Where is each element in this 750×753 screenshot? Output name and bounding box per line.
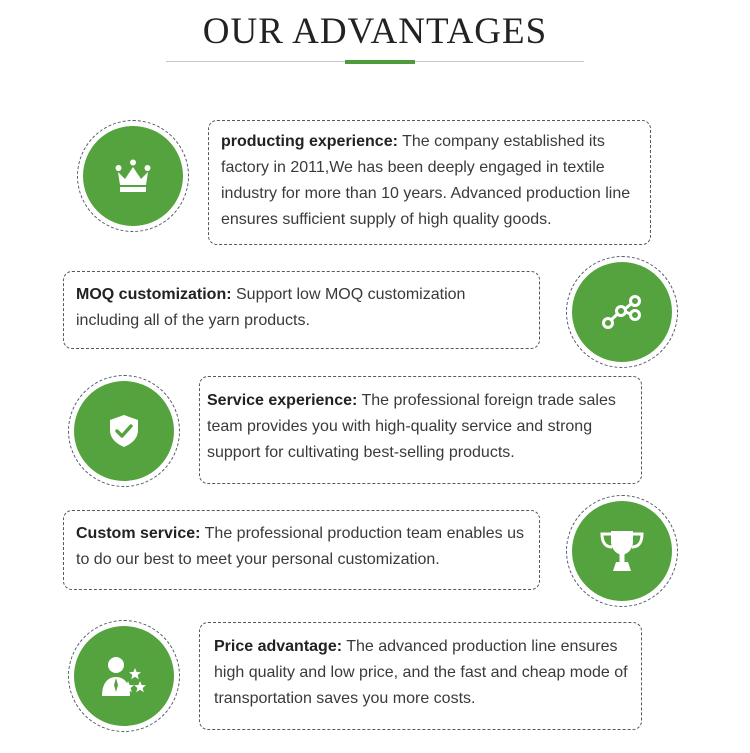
advantage-1-text: The company established its factory in 2011,We has been deeply engaged in textile industry for more than 10 years. Advanced production line ensures sufficient supply of high quality goods. bbox=[221, 133, 631, 228]
advantage-3-badge bbox=[68, 375, 180, 487]
user-stars-icon bbox=[101, 654, 147, 698]
advantage-4-badge bbox=[566, 495, 678, 607]
advantage-2-text: Support low MOQ customization including all of the yarn products. bbox=[76, 286, 466, 329]
advantage-3-heading: Service experience: bbox=[207, 392, 358, 409]
advantage-4-box bbox=[63, 510, 540, 590]
advantage-1-badge bbox=[77, 120, 189, 232]
advantage-5-badge bbox=[68, 620, 180, 732]
shield-check-icon bbox=[109, 414, 139, 448]
advantage-4-heading: Custom service: bbox=[76, 525, 201, 542]
title-accent-bar bbox=[345, 60, 415, 64]
advantage-5-box bbox=[199, 622, 642, 730]
advantage-4-text: The professional production team enables us to do our best to meet your personal customization. bbox=[76, 525, 524, 568]
advantage-3-box bbox=[199, 376, 642, 484]
advantage-5-heading: Price advantage: bbox=[214, 638, 343, 655]
advantage-2-heading: MOQ customization: bbox=[76, 286, 232, 303]
advantage-2-badge bbox=[566, 256, 678, 368]
advantage-5-text: The advanced production line ensures high quality and low price, and the fast and cheap mode of transportation saves you more costs. bbox=[214, 638, 628, 707]
advantage-1-heading: producting experience: bbox=[221, 133, 398, 150]
advantage-2-box bbox=[63, 271, 540, 349]
advantage-1-box bbox=[208, 120, 651, 245]
trophy-icon bbox=[599, 529, 645, 573]
page-title: OUR ADVANTAGES bbox=[202, 11, 548, 52]
nodes-icon bbox=[602, 294, 642, 330]
crown-icon bbox=[115, 159, 151, 193]
advantage-3-text: The professional foreign trade sales team provides you with high-quality service and strong support for cultivating best-selling products. bbox=[207, 392, 616, 461]
